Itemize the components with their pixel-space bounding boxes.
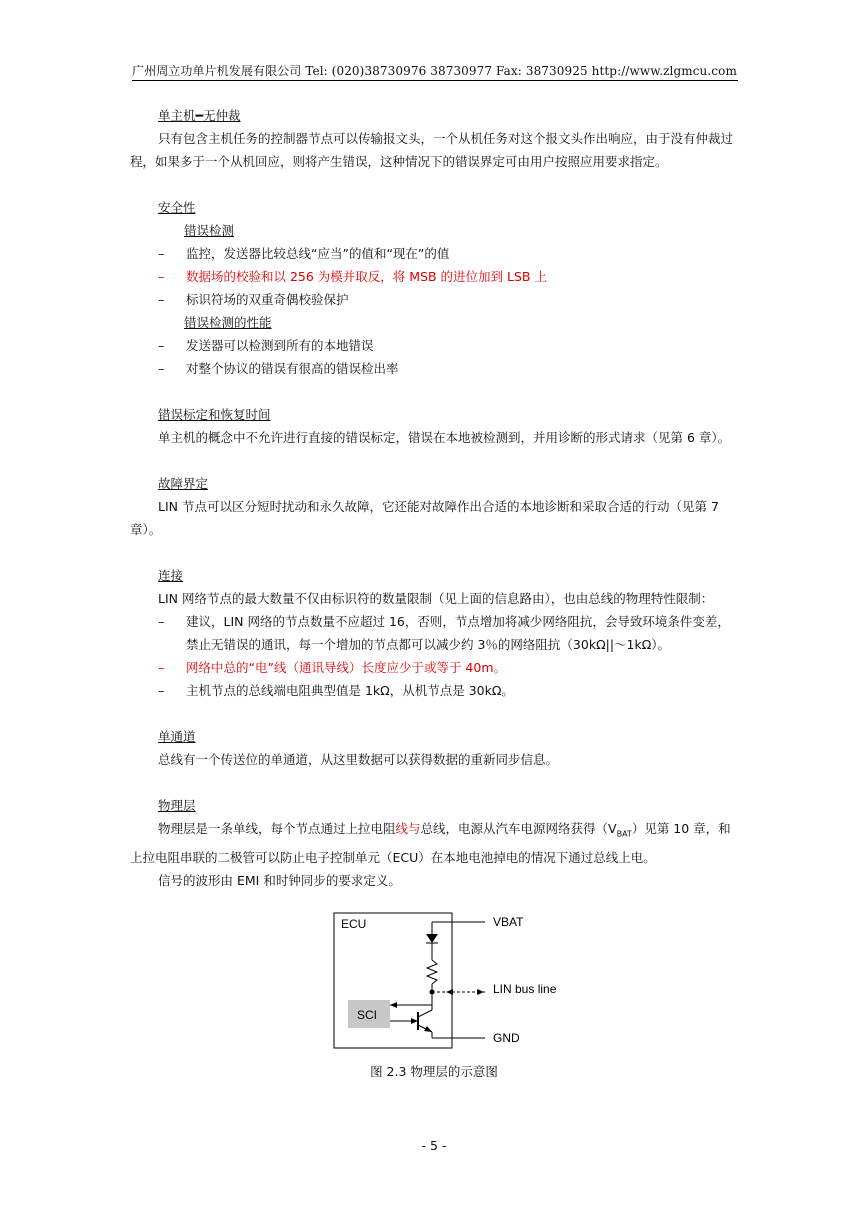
page-body	[130, 104, 742, 892]
list-item-text: 标识符场的双重奇偶校验保护	[186, 292, 349, 307]
ecu-label: ECU	[341, 917, 367, 931]
list-item: – 网络中总的“电”线（通讯导线）长度应少于或等于 40m。	[158, 656, 742, 679]
section-heading-single-channel: 单通道	[158, 729, 196, 744]
list-item-text: 数据场的校验和以 256 为模并取反，将 MSB 的进位加到 LSB 上	[186, 269, 547, 284]
list-item-text: 网络中总的“电”线（通讯导线）长度应少于或等于 40m。	[186, 660, 507, 675]
list-item: – 对整个协议的错误有很高的错误检出率	[158, 357, 742, 380]
physical-layer-diagram	[333, 912, 593, 1050]
diode-icon	[426, 934, 438, 943]
page-header: 广州周立功单片机发展有限公司 Tel: (020)38730976 38730977 Fax: 38730925 http://www.zlgmcu.com	[132, 64, 737, 78]
paragraph-physical-layer: 物理层是一条单线，每个节点通过上拉电阻线与总线，电源从汽车电源网络获得$(V_{BAT})$见第 10 章，和上拉电阻串联的二极管可以防止电子控制单元（ECU）在本地电池掉电的情况下通过总线上电。	[130, 821, 731, 865]
list-item: – 数据场的校验和以 256 为模并取反，将 MSB 的进位加到 LSB 上	[158, 265, 742, 288]
list-item: – 主机节点的总线端电阻典型值是 1kΩ，从机节点是 30kΩ。	[158, 679, 742, 702]
section-heading-physical-layer: 物理层	[158, 798, 196, 813]
lin-bus-label: LIN bus line	[493, 982, 557, 996]
section-heading-connection: 连接	[158, 568, 184, 583]
section-heading-error-signalling: 错误标定和恢复时间	[158, 407, 271, 422]
resistor-icon	[427, 960, 437, 984]
list-item-text: 发送器可以检测到所有的本地错误	[186, 338, 374, 353]
subheading-error-detection: 错误检测	[184, 223, 235, 238]
paragraph-single-master: 只有包含主机任务的控制器节点可以传输报文头，一个从机任务对这个报文头作出响应，由于没有仲裁过程，如果多于一个从机回应，则将产生错误，这种情况下的错误界定可由用户按照应用要求指定。	[130, 131, 734, 169]
list-item: – 标识符场的双重奇偶校验保护	[158, 288, 742, 311]
gnd-label: GND	[493, 1031, 520, 1045]
list-item: – 监控，发送器比较总线“应当”的值和“现在”的值	[158, 242, 742, 265]
subheading-performance: 错误检测的性能	[184, 315, 272, 330]
list-item-text: 主机节点的总线端电阻典型值是 1kΩ，从机节点是 30kΩ。	[186, 683, 514, 698]
list-item: – 建议，LIN 网络的节点数量不应超过 16，否则，节点增加将减少网络阻抗，会导致环境条件变差，禁止无错误的通讯，每一个增加的节点都可以减少约 3％的网络阻抗（30kΩ||～1kΩ）。	[158, 610, 742, 656]
list-item: – 发送器可以检测到所有的本地错误	[158, 334, 742, 357]
paragraph-single-channel: 总线有一个传送位的单通道，从这里数据可以获得数据的重新同步信息。	[158, 752, 559, 767]
paragraph-physical-layer-2: 信号的波形由 EMI 和时钟同步的要求定义。	[158, 872, 401, 888]
section-heading-fault-confinement: 故障界定	[158, 476, 209, 491]
paragraph-connection: LIN 网络节点的最大数量不仅由标识符的数量限制（见上面的信息路由），也由总线的物理特性限制：	[158, 591, 714, 606]
list-item-text: 监控，发送器比较总线“应当”的值和“现在”的值	[186, 246, 450, 261]
list-item-text: 对整个协议的错误有很高的错误检出率	[186, 361, 399, 376]
figure-caption: 图 2.3 物理层的示意图	[370, 1064, 498, 1079]
sci-label: SCI	[357, 1008, 378, 1022]
paragraph-fault-confinement: LIN 节点可以区分短时扰动和永久故障，它还能对故障作出合适的本地诊断和采取合适的行动（见第 7 章）。	[130, 499, 719, 537]
section-heading-safety: 安全性	[158, 200, 196, 215]
vbat-label: VBAT	[493, 915, 524, 929]
header-rule	[132, 80, 738, 81]
section-heading-single-master: 单主机━无仲裁	[158, 108, 241, 123]
list-item-text: 建议，LIN 网络的节点数量不应超过 16，否则，节点增加将减少网络阻抗，会导致环境条件变差，禁止无错误的通讯，每一个增加的节点都可以减少约 3％的网络阻抗（30kΩ||～1kΩ）。	[186, 614, 730, 652]
paragraph-error-signalling: 单主机的概念中不允许进行直接的错误标定，错误在本地被检测到，并用诊断的形式请求（见第 6 章）。	[158, 430, 731, 445]
page-number: - 5 -	[421, 1138, 447, 1153]
